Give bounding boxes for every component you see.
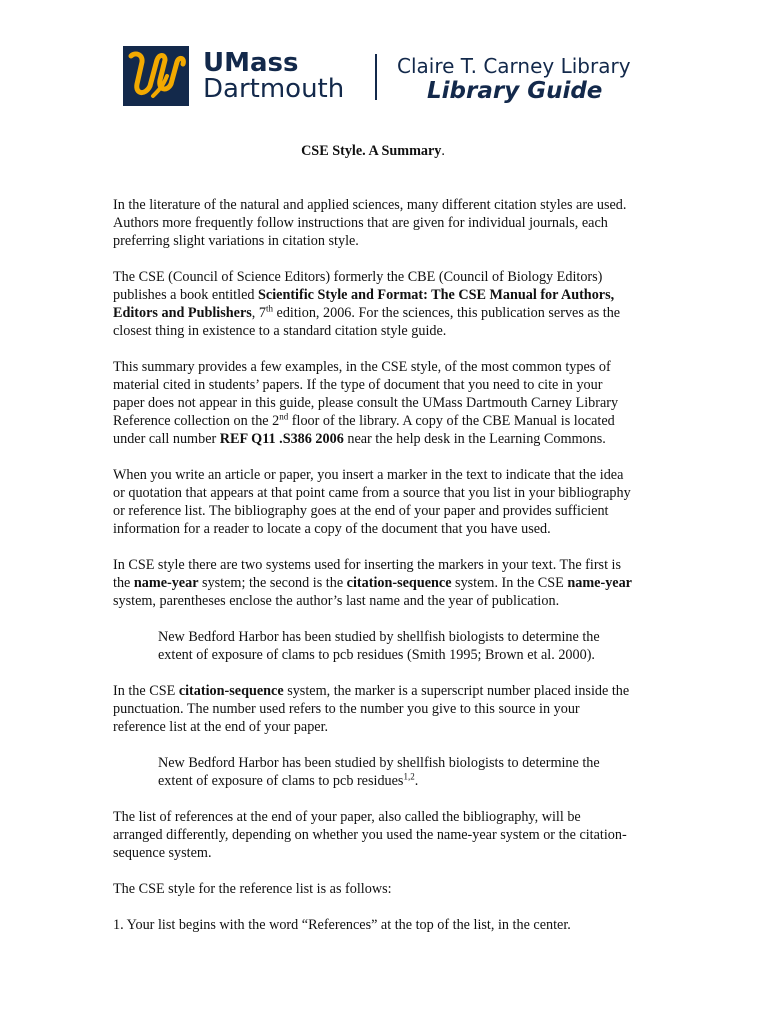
library-name: Claire T. Carney Library xyxy=(397,54,631,78)
text: system, the marker is a superscript number placed inside the punctuation. The number used refers to the number you give to this source in your reference list at the end of your paper. xyxy=(113,683,630,735)
title-period: . xyxy=(441,143,445,159)
text: The CSE (Council of Science Editors) formerly the CBE (Council of Biology Editors) publishes a book entitled xyxy=(113,269,603,303)
document-title xyxy=(113,142,633,160)
text: system; the second is the xyxy=(198,575,347,591)
text: New Bedford Harbor has been studied by shellfish biologists to determine the extent of exposure of clams to pcb residues xyxy=(158,755,600,789)
text: edition, 2006. For the sciences, this publication serves as the closest thing in existence to a standard citation style guide. xyxy=(113,305,621,339)
text: near the help desk in the Learning Commons. xyxy=(343,431,606,447)
term-name-year: name-year xyxy=(133,575,199,591)
paragraph-two-systems xyxy=(113,556,633,610)
text: . xyxy=(414,773,419,789)
book-title: Scientific Style and Format: The CSE Manual for Authors, Editors and Publishers xyxy=(113,287,615,321)
example-name-year: New Bedford Harbor has been studied by shellfish biologists to determine the extent of exposure of clams to pcb residues (Smith 1995; Brown et al. 2000). xyxy=(158,629,600,663)
paragraph-reference-list: The list of references at the end of your paper, also called the bibliography, will be arranged differently, depending on whether you used the name-year system or the citation-sequence system. xyxy=(113,809,627,861)
paragraph-cse-manual xyxy=(113,268,633,340)
text: , 7 xyxy=(251,305,266,321)
paragraph-markers: When you write an article or paper, you insert a marker in the text to indicate that the idea or quotation that appears at that point came from a source that you list in your bibliography or reference list. The bibliography goes at the end of your paper and provides sufficient information for a reader to locate a copy of the document that you have used. xyxy=(113,467,631,537)
text: system. In the CSE xyxy=(451,575,568,591)
brand-wordmark xyxy=(203,50,344,102)
brand-line-umass: UMass xyxy=(203,48,299,78)
umass-logo-icon xyxy=(123,46,189,106)
brand-line-dartmouth: Dartmouth xyxy=(203,74,345,104)
term-citation-sequence: citation-sequence xyxy=(346,575,452,591)
paragraph-summary xyxy=(113,358,633,448)
list-item-1: 1. Your list begins with the word “References” at the top of the list, in the center. xyxy=(113,917,571,933)
text: This summary provides a few examples, in the CSE style, of the most common types of material cited in students’ papers. If the type of document that you need to cite in your paper does not appear in this guide, please consult the UMass Dartmouth Carney Library Reference collection on the 2 xyxy=(113,359,619,429)
term-citation-sequence: citation-sequence xyxy=(178,683,284,699)
example-citation-sequence xyxy=(158,754,633,790)
superscript: th xyxy=(265,303,273,314)
header-divider xyxy=(375,54,377,100)
text: system, parentheses enclose the author’s last name and the year of publication. xyxy=(113,593,560,609)
superscript: 1,2 xyxy=(403,771,415,782)
term-name-year: name-year xyxy=(567,575,632,591)
paragraph-citation-sequence xyxy=(113,682,633,736)
paragraph-cse-style: The CSE style for the reference list is as follows: xyxy=(113,881,392,897)
superscript: nd xyxy=(279,411,289,422)
text: In CSE style there are two systems used for inserting the markers in your text. The first is the xyxy=(113,557,622,591)
call-number: REF Q11 .S386 2006 xyxy=(219,431,344,447)
library-guide-label: Library Guide xyxy=(427,78,603,104)
title-text: CSE Style. A Summary xyxy=(301,143,442,159)
text: floor of the library. A copy of the CBE Manual is located under call number xyxy=(113,413,615,447)
page-header xyxy=(0,0,768,130)
paragraph-intro: In the literature of the natural and applied sciences, many different citation styles are used. Authors more frequently follow instructions that are given for individual journals, each preferring slight variations in citation style. xyxy=(113,197,627,249)
text: In the CSE xyxy=(113,683,179,699)
document-body xyxy=(113,140,633,934)
